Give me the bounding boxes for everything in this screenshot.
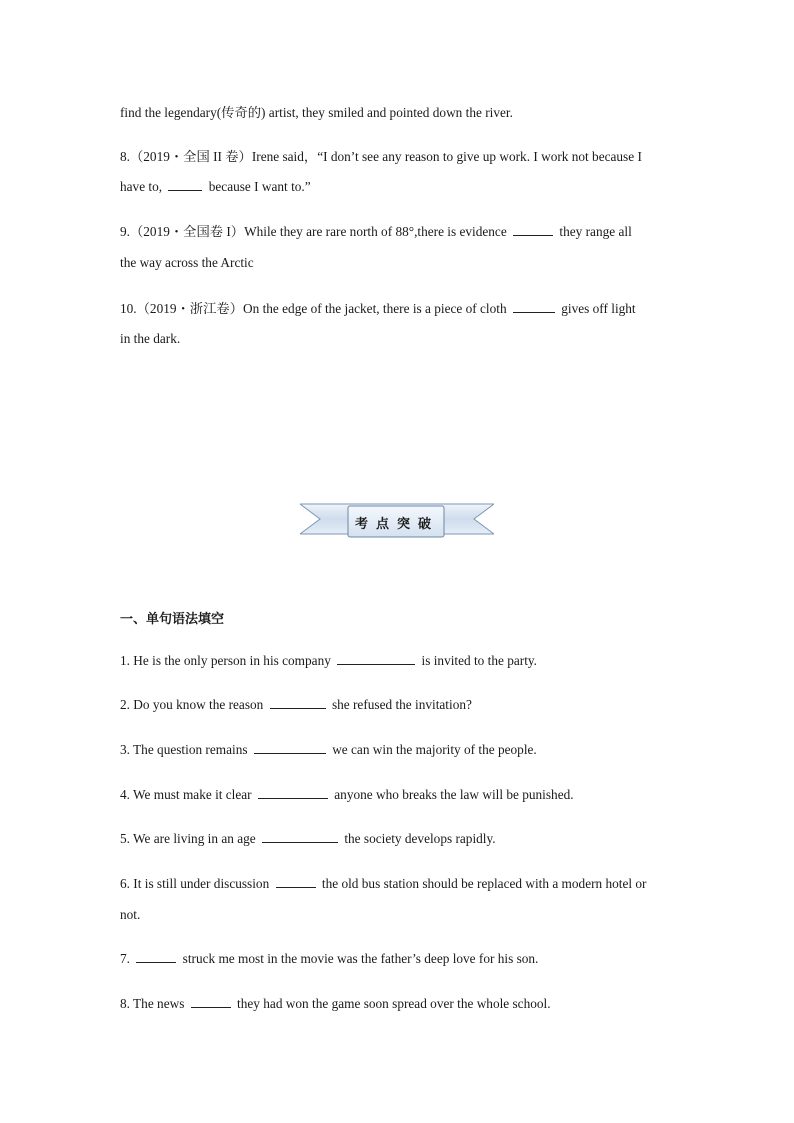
prev-question-9-text-a: 9.（2019・全国卷 I）While they are rare north of 88°,there is evidence — [120, 224, 507, 239]
question-1-text-a: 1. He is the only person in his company — [120, 653, 331, 668]
answer-blank[interactable] — [337, 652, 415, 665]
question-6-text-b: the old bus station should be replaced with a modern hotel or — [321, 876, 647, 891]
question-2-text-a: 2. Do you know the reason — [120, 697, 264, 712]
prev-question-9-line2: the way across the Arctic — [120, 255, 254, 270]
question-7-text-b: struck me most in the movie was the father’s deep love for his son. — [182, 951, 539, 966]
prev-question-10-line1 — [120, 300, 680, 318]
question-8 — [120, 995, 680, 1013]
prev-question-10-text-a: 10.（2019・浙江卷）On the edge of the jacket, there is a piece of cloth — [120, 301, 507, 316]
question-4-text-a: 4. We must make it clear — [120, 787, 252, 802]
question-2 — [120, 696, 680, 714]
question-6-line1 — [120, 875, 680, 893]
continuation-text: find the legendary(传奇的) artist, they smiled and pointed down the river. — [120, 105, 513, 120]
section-heading: 一、单句语法填空 — [120, 612, 225, 627]
answer-blank[interactable] — [276, 875, 316, 888]
question-4-text-b: anyone who breaks the law will be punished. — [334, 787, 574, 802]
prev-question-8-text-b: because I want to.” — [208, 179, 311, 194]
answer-blank[interactable] — [513, 300, 555, 313]
question-3 — [120, 741, 680, 759]
question-2-text-b: she refused the invitation? — [331, 697, 472, 712]
question-7-text-a: 7. — [120, 951, 130, 966]
answer-blank[interactable] — [513, 223, 553, 236]
answer-blank[interactable] — [254, 741, 326, 754]
prev-question-8-line2 — [120, 178, 680, 196]
answer-blank[interactable] — [168, 178, 202, 191]
answer-blank[interactable] — [136, 950, 176, 963]
answer-blank[interactable] — [191, 995, 231, 1008]
question-5-text-a: 5. We are living in an age — [120, 831, 256, 846]
prev-question-10-line2: in the dark. — [120, 331, 181, 346]
banner-label: 考点突破 — [354, 516, 439, 532]
question-1 — [120, 652, 680, 670]
prev-question-8-line1: 8.（2019・全国 II 卷）Irene said，“I don’t see any reason to give up work. I work not because I — [120, 149, 642, 164]
question-6-line2: not. — [120, 907, 141, 922]
question-8-text-b: they had won the game soon spread over the whole school. — [237, 996, 551, 1011]
question-5 — [120, 830, 680, 848]
question-3-text-a: 3. The question remains — [120, 742, 248, 757]
prev-question-9-line1 — [120, 223, 680, 241]
answer-blank[interactable] — [270, 696, 326, 709]
question-1-text-b: is invited to the party. — [421, 653, 537, 668]
question-7 — [120, 950, 680, 968]
question-4 — [120, 786, 680, 804]
question-6-text-a: 6. It is still under discussion — [120, 876, 270, 891]
question-5-text-b: the society develops rapidly. — [344, 831, 496, 846]
question-8-text-a: 8. The news — [120, 996, 185, 1011]
prev-question-8-text-a: have to, — [120, 179, 163, 194]
prev-question-10-text-b: gives off light — [561, 301, 636, 316]
question-3-text-b: we can win the majority of the people. — [332, 742, 537, 757]
answer-blank[interactable] — [258, 786, 328, 799]
prev-question-9-text-b: they range all — [559, 224, 632, 239]
answer-blank[interactable] — [262, 830, 338, 843]
